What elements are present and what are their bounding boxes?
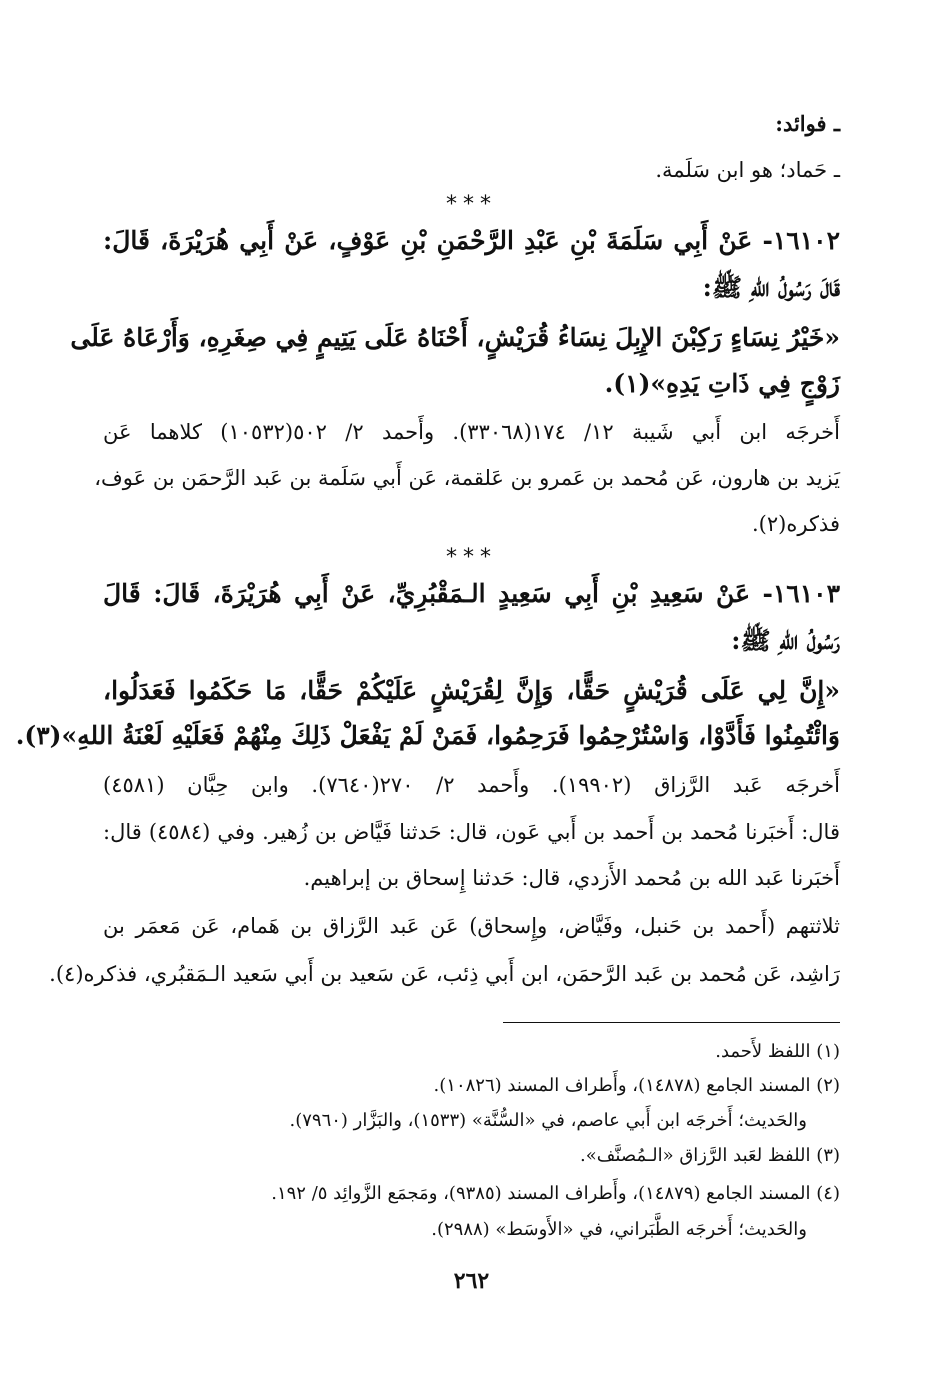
hadith-16102-isnad: ١٦١٠٢- عَنْ أَبِي سَلَمَةَ بْنِ عَبْدِ الرَّحْمَنِ بْنِ عَوْفٍ، عَنْ أَبِي هُرَيْرَةَ، قَالَ: — [103, 226, 840, 255]
benefit-line: ـ حَماد؛ هو ابن سَلَمة. — [655, 158, 840, 182]
hadith-16103-takhrij-4: ثلاثتهم (أَحمد بن حَنبل، وفَيَّاض، وإِسحاق) عَن عَبد الرَّزاق بن هَمام، عَن مَعمَر بن — [103, 914, 840, 938]
footnote-3: (٣) اللفظ لعَبد الرَّزاق «الـمُصنَّف». — [580, 1145, 840, 1166]
page-number: ٢٦٢ — [453, 1268, 490, 1294]
hadith-16103-takhrij-3: أَخبَرنا عَبد الله بن مُحمد الأَزدي، قال: حَدثنا إِسحاق بن إبراهيم. — [303, 866, 840, 890]
hadith-16103-isnad-end: رَسُولُ اللهِ ﷺ: — [731, 626, 840, 655]
footnote-4-continued: والحَديث؛ أَخرجَه الطَّبَراني، في «الأَوسَط» (٢٩٨٨). — [431, 1219, 807, 1240]
hadith-16103-takhrij-2: قال: أَخبَرنا مُحمد بن أَحمد بن أَبي عَون، قال: حَدثنا فَيَّاض بن زُهير. وفي (٤٥٨٤) قال: — [103, 820, 840, 844]
hadith-16103-matn-end: وَائْتُمِنُوا فَأَدَّوْا، وَاسْتُرْحِمُوا فَرَحِمُوا، فَمَنْ لَمْ يَفْعَلْ ذَلِكَ مِنْهُمْ فَعَلَيْهِ لَعْنَةُ اللهِ»(٣). — [15, 721, 840, 750]
footnote-2: (٢) المسند الجامع (١٤٨٧٨)، وأَطراف المسند (١٠٨٢٦). — [433, 1075, 840, 1096]
hadith-16102-takhrij-1: أَخرجَه ابن أَبي شَيبة ١٢/ ١٧٤(٣٣٠٦٨). وأَحمد ٢/ ٥٠٢(١٠٥٣٢) كلاهما عَن — [103, 420, 840, 444]
separator-stars: *** — [446, 545, 497, 570]
separator-stars: *** — [446, 192, 497, 217]
hadith-16103-takhrij-1: أَخرجَه عَبد الرَّزاق (١٩٩٠٢). وأَحمد ٢/ ٢٧٠(٧٦٤٠). وابن حِبَّان (٤٥٨١) — [103, 773, 840, 797]
footnote-rule — [503, 1022, 840, 1023]
hadith-16103-matn: «إِنَّ لِي عَلَى قُرَيْشٍ حَقًّا، وَإِنَّ لِقُرَيْشٍ عَلَيْكُمْ حَقًّا، مَا حَكَمُوا فَعَدَلُوا، — [103, 676, 840, 705]
footnote-2-continued: والحَديث؛ أَخرجَه ابن أَبي عاصم، في «السُّنَّة» (١٥٣٣)، والبَزَّار (٧٩٦٠). — [289, 1110, 807, 1131]
hadith-16103-takhrij-5: رَاشِد، عَن مُحمد بن عَبد الرَّحمَن، ابن أَبي ذِئب، عَن سَعيد بن أَبي سَعيد الـمَقبُري، فذكره(٤). — [49, 962, 840, 986]
hadith-16102-takhrij-2: يَزيد بن هارون، عَن مُحمد بن عَمرو بن عَلقمة، عَن أَبي سَلَمة بن عَبد الرَّحمَن بن عَوف، — [94, 466, 840, 490]
footnote-4: (٤) المسند الجامع (١٤٨٧٩)، وأَطراف المسند (٩٣٨٥)، ومَجمَع الزَّوائِد ٥/ ١٩٢. — [271, 1183, 840, 1204]
footnote-1: (١) اللفظ لأَحمد. — [715, 1041, 840, 1062]
hadith-16102-isnad-end: قَالَ رَسُولُ اللهِ ﷺ: — [702, 273, 840, 302]
hadith-16102-matn-end: زَوْجٍ فِي ذَاتِ يَدِهِ»(١). — [604, 369, 840, 398]
hadith-16102-matn: «خَيْرُ نِسَاءٍ رَكِبْنَ الإِبِلَ نِسَاءُ قُرَيْشٍ، أَحْنَاهُ عَلَى يَتِيمٍ فِي صِغَرِهِ، وَأَرْعَاهُ عَلَى — [70, 323, 840, 352]
hadith-16102-takhrij-3: فذكره(٢). — [752, 512, 840, 536]
hadith-16103-isnad: ١٦١٠٣- عَنْ سَعِيدِ بْنِ أَبِي سَعِيدٍ الـمَقْبُرِيِّ، عَنْ أَبِي هُرَيْرَةَ، قَالَ: قَالَ — [103, 579, 840, 608]
benefits-heading: ـ فوائد: — [775, 111, 840, 136]
